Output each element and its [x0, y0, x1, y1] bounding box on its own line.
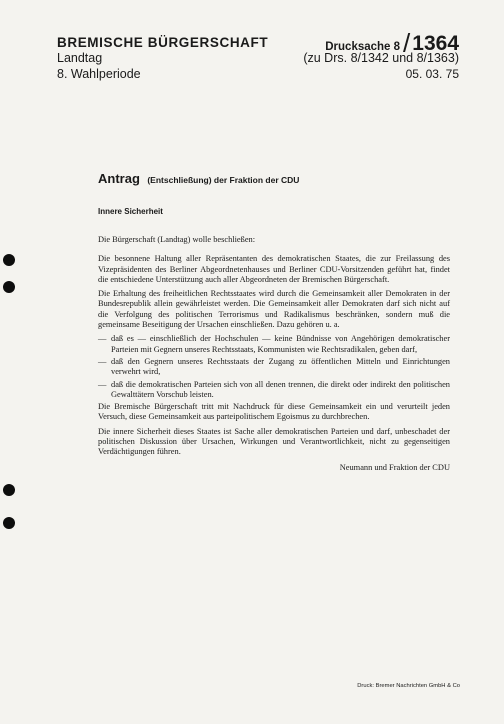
drucksache-label: Drucksache 8 [325, 41, 401, 53]
list-item [98, 334, 450, 355]
signature: Neumann und Fraktion der CDU [339, 462, 450, 472]
title-main: Antrag [98, 171, 140, 186]
chamber-name: Landtag [57, 51, 103, 65]
dash-bullet: — [98, 379, 107, 389]
list-item-text: daß es — einschließlich der Hochschulen — keine Bündnisse von Angehörigen demokratischer Parteien mit Gegnern unseres Rechtsstaats, Kommunisten wie Rechtsradikalen, geben darf, [111, 334, 450, 354]
body-paragraph: Die besonnene Haltung aller Repräsentanten des demokratischen Staates, die zur Freilassung des Vizepräsidenten des Berliner Abgeordnetenhauses und Berliner CDU-Vorsitzenden geführt hat, findet die entschiedene Unterstützung auch aller Abgeordneten der Bremischen Bürgerschaft. [98, 254, 450, 284]
body-paragraph: Die innere Sicherheit dieses Staates ist Sache aller demokratischen Parteien und darf, unbeschadet der politischen Diskussion über Ursachen, Wirkungen und Verantwortlichkeit, nicht zu gegenseitigen Verdächtigungen führen. [98, 426, 450, 457]
document-title [98, 170, 299, 188]
punch-hole [3, 281, 15, 293]
body-paragraph: Die Erhaltung des freiheitlichen Rechtsstaates wird durch die Gemeinsamkeit aller Demokraten in der Bundesrepublik allein gewährleistet werden. Die Gemeinsamkeit aller Demokraten darf sich nicht auf die Verfolgung des politischen Terrorismus und Radikalismus beschränken, sondern muß die gemeinsame Beseitigung der Ursachen einschließen. Dazu gehören u. a. [98, 289, 450, 330]
document-date: 05. 03. 75 [405, 67, 459, 81]
document-reference: (zu Drs. 8/1342 und 8/1363) [303, 51, 459, 65]
dash-bullet: — [98, 334, 107, 344]
document-number: 1364 [412, 32, 459, 55]
list-item [98, 380, 450, 401]
body-paragraph: Die Bremische Bürgerschaft tritt mit Nachdruck für diese Gemeinsamkeit ein und verurteilt jeden Versuch, diese Gemeinsamkeit aus parteipolitischem Egoismus zu durchbrechen. [98, 402, 450, 422]
list-item-text: daß die demokratischen Parteien sich von all denen trennen, die direkt oder indirekt den politischen Gewalttätern Vorschub leisten. [111, 379, 450, 399]
punch-hole [3, 484, 15, 496]
intro-paragraph: Die Bürgerschaft (Landtag) wolle beschließen: [98, 235, 256, 244]
punch-hole [3, 517, 15, 529]
document-body [98, 235, 450, 477]
dash-bullet: — [98, 356, 107, 366]
punch-hole [3, 254, 15, 266]
section-heading: Innere Sicherheit [98, 207, 163, 216]
printer-imprint: Druck: Bremer Nachrichten GmbH & Co [357, 683, 460, 689]
list-item-text: daß den Gegnern unseres Rechtsstaats der Zugang zu öffentlichen Mitteln und Einrichtungen verwehrt wird, [111, 356, 450, 377]
title-subtitle: (Entschließung) der Fraktion der CDU [147, 175, 300, 185]
number-separator: / [403, 28, 411, 58]
legislative-term: 8. Wahlperiode [57, 67, 141, 81]
list-item [98, 357, 450, 378]
parliament-name: BREMISCHE BÜRGERSCHAFT [57, 35, 269, 50]
